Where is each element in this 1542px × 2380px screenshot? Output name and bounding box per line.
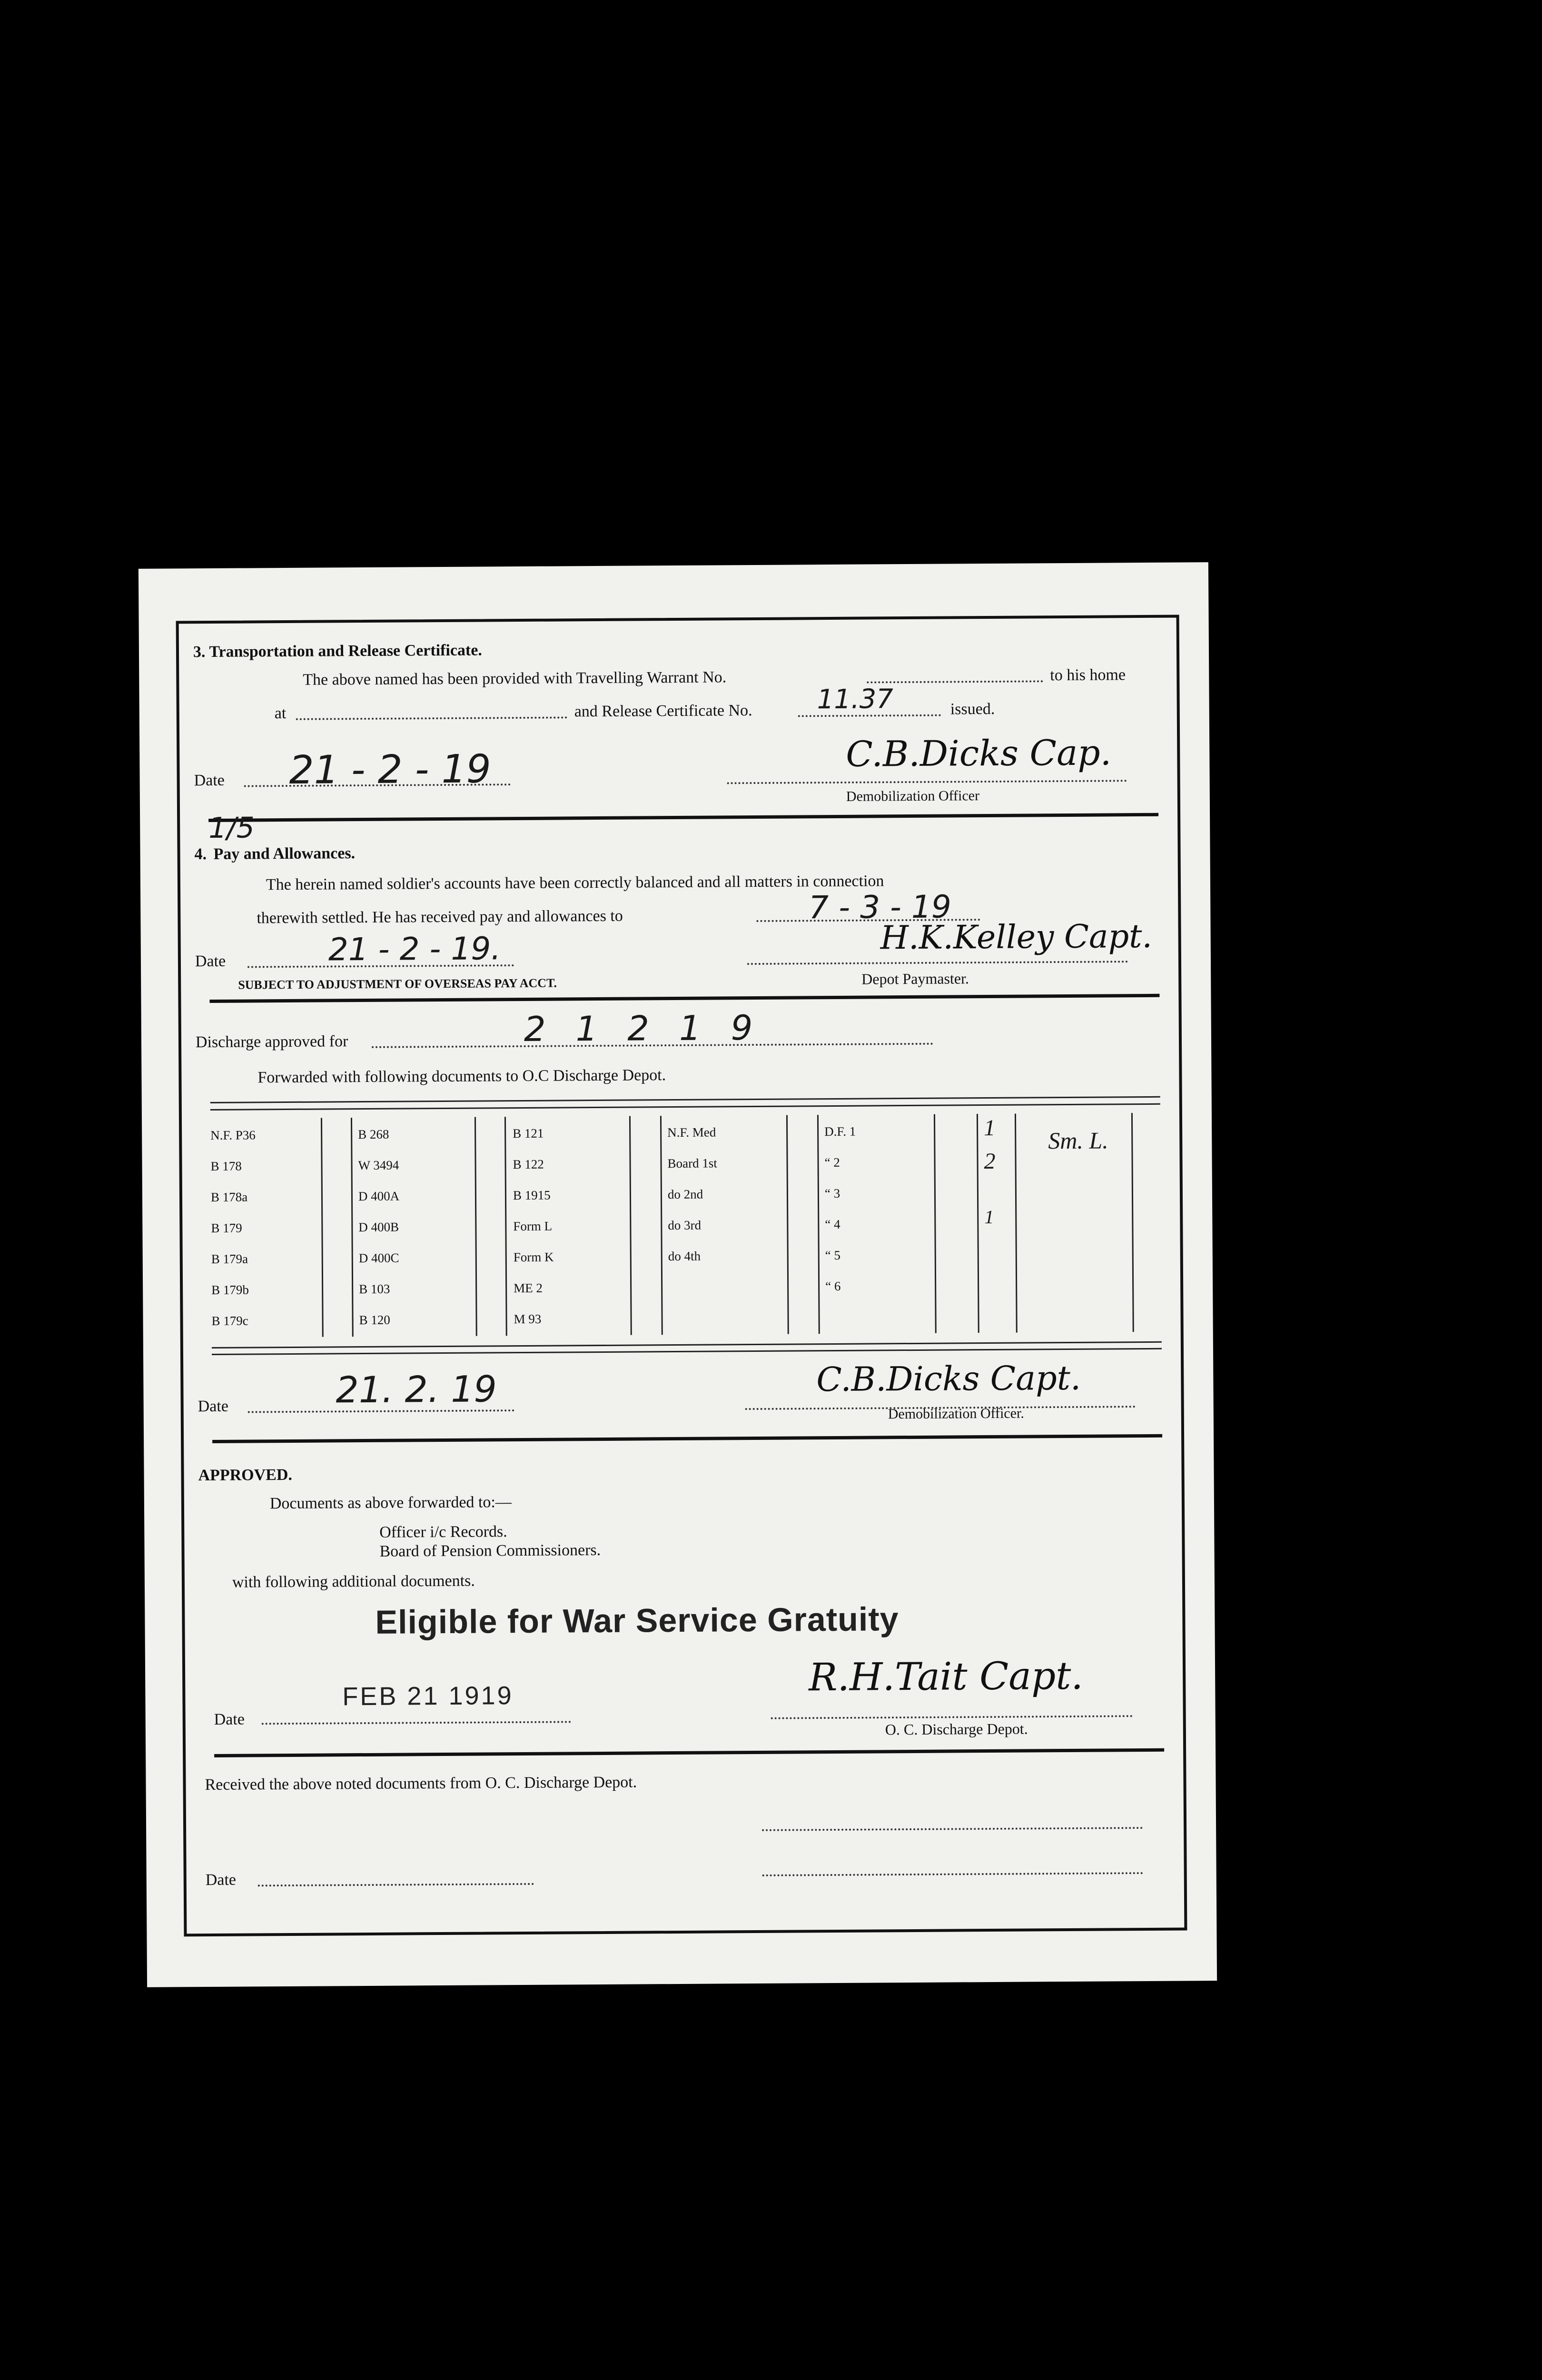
grid-cell: B 179b	[211, 1282, 249, 1297]
grid-cell: “ 5	[825, 1248, 841, 1263]
approved-heading: APPROVED.	[198, 1466, 293, 1485]
grid-cell: D.F. 1	[824, 1124, 856, 1139]
section4-date-handwritten: 21 - 2 - 19.	[328, 930, 501, 968]
issued-label: issued.	[950, 700, 995, 718]
grid-cell: N.F. P36	[210, 1128, 256, 1142]
section4-line1: The herein named soldier's accounts have been correctly balanced and all matters in connection	[266, 872, 884, 894]
paymaster-label: Depot Paymaster.	[861, 970, 969, 988]
approved-line1: Documents as above forwarded to:—	[269, 1493, 512, 1513]
paymaster-dots	[747, 961, 1128, 965]
received-dots-2	[762, 1872, 1143, 1876]
grid-column-line	[934, 1114, 937, 1333]
grid-cell: Form K	[513, 1250, 554, 1265]
section3-line1: The above named has been provided with Travelling Warrant No.	[303, 668, 727, 689]
divider-3	[212, 1434, 1162, 1443]
received-dots-1	[762, 1827, 1143, 1831]
grid-cell: D 400A	[358, 1189, 400, 1204]
discharge-approved-handwritten: 2 1 2 1 9	[524, 1007, 762, 1049]
section3-date-label: Date	[194, 771, 225, 790]
divider-4	[214, 1748, 1164, 1757]
grid-cell: M 93	[514, 1311, 542, 1327]
demob-officer-label-1: Demobilization Officer	[846, 788, 980, 804]
release-text: and Release Certificate No.	[574, 702, 752, 721]
grid-cell: N.F. Med	[667, 1125, 716, 1140]
depot-sign-dots	[771, 1715, 1133, 1719]
grid-cell: B 122	[513, 1157, 544, 1172]
grid-cell: B 178a	[210, 1190, 248, 1204]
received-line: Received the above noted documents from O. C. Discharge Depot.	[205, 1773, 637, 1794]
paymaster-signature: H.K.Kelley Capt.	[880, 917, 1153, 957]
approved-line2: Officer i/c Records.	[379, 1523, 507, 1541]
grid-cell: W 3494	[358, 1158, 399, 1173]
grid-bottom-line-1	[212, 1341, 1162, 1349]
discharge-date-label: Date	[198, 1397, 228, 1416]
grid-cell: B 268	[358, 1127, 389, 1142]
received-date-dots	[258, 1883, 534, 1887]
grid-column-line	[1015, 1114, 1018, 1333]
demob-officer-label-2: Demobilization Officer.	[888, 1405, 1024, 1422]
section4-date-label: Date	[195, 952, 226, 971]
documents-grid	[210, 1113, 1164, 1338]
grid-column-line	[817, 1115, 820, 1334]
grid-cell: “ 3	[824, 1186, 840, 1201]
grid-column-line	[351, 1118, 354, 1337]
demob-officer-signature-1: C.B.Dicks Cap.	[846, 732, 1112, 775]
grid-handwritten-mark: 1	[983, 1115, 996, 1141]
grid-cell: ME 2	[514, 1280, 543, 1296]
received-date-label: Date	[205, 1871, 237, 1889]
grid-cell: B 179c	[211, 1313, 248, 1328]
grid-cell: “ 6	[825, 1279, 841, 1294]
grid-column-line	[474, 1117, 477, 1336]
grid-column-line	[1131, 1113, 1134, 1332]
grid-cell: B 179	[211, 1220, 242, 1235]
grid-top-line-2	[210, 1103, 1160, 1111]
section3-line1-end: to his home	[1050, 666, 1126, 684]
discharge-date-handwritten: 21. 2. 19	[336, 1368, 497, 1411]
section4-line2: therewith settled. He has received pay and allowances to	[257, 907, 623, 927]
pay-to-handwritten: 7 - 3 - 19	[809, 888, 952, 926]
grid-bottom-line-2	[212, 1348, 1162, 1355]
grid-column-line	[504, 1117, 507, 1336]
grid-cell: Form L	[513, 1219, 553, 1234]
grid-cell: B 179a	[211, 1251, 248, 1266]
grid-cell: Board 1st	[667, 1156, 717, 1171]
at-dots	[296, 716, 567, 720]
grid-cell: B 103	[359, 1281, 390, 1297]
depot-label: O. C. Discharge Depot.	[885, 1720, 1028, 1738]
grid-handwritten-mark: 2	[984, 1148, 996, 1174]
grid-cell: D 400B	[358, 1220, 399, 1235]
warrant-dots	[867, 680, 1043, 683]
grid-cell: do 3rd	[668, 1218, 702, 1233]
approved-line3: Board of Pension Commissioners.	[379, 1541, 601, 1560]
grid-cell: B 120	[359, 1312, 390, 1328]
discharge-depot-signature: R.H.Tait Capt.	[808, 1653, 1084, 1700]
grid-cell: B 178	[210, 1159, 242, 1173]
at-label: at	[274, 704, 287, 723]
section4-heading: Pay and Allowances.	[213, 844, 356, 863]
approved-date-dots	[262, 1721, 571, 1725]
grid-cell: do 2nd	[667, 1187, 703, 1202]
approved-date-label: Date	[214, 1710, 245, 1728]
form-frame	[176, 615, 1187, 1937]
grid-cell: B 1915	[513, 1188, 551, 1203]
gratuity-stamp: Eligible for War Service Gratuity	[375, 1600, 899, 1641]
grid-cell: D 400C	[358, 1250, 399, 1266]
grid-cell: do 4th	[668, 1249, 701, 1264]
divider-2	[209, 994, 1159, 1003]
section4-number: 4.	[194, 845, 207, 863]
margin-mark: 1/5	[208, 811, 255, 845]
divider-1	[208, 813, 1158, 822]
grid-cell: “ 4	[825, 1217, 840, 1232]
discharge-approved-label: Discharge approved for	[195, 1032, 348, 1051]
approved-line4: with following additional documents.	[232, 1572, 475, 1591]
grid-column-line	[629, 1116, 632, 1335]
grid-cell: “ 2	[824, 1155, 840, 1170]
subject-note: SUBJECT TO ADJUSTMENT OF OVERSEAS PAY ACCT.	[238, 976, 557, 992]
demob-officer-signature-2: C.B.Dicks Capt.	[816, 1358, 1081, 1399]
grid-column-line	[977, 1114, 979, 1333]
section3-sign-dots	[727, 780, 1127, 784]
grid-column-line	[321, 1118, 324, 1337]
grid-handwritten-mark: 1	[984, 1206, 994, 1228]
document-page	[138, 562, 1217, 1987]
approved-date-stamp: FEB 21 1919	[342, 1681, 514, 1711]
grid-column-line	[660, 1116, 663, 1335]
forwarded-label: Forwarded with following documents to O.C Discharge Depot.	[257, 1066, 666, 1087]
grid-column-line	[786, 1115, 789, 1334]
release-number-handwritten: 11.37	[817, 684, 894, 715]
grid-top-line-1	[210, 1096, 1160, 1103]
section3-heading: 3. Transportation and Release Certificate.	[193, 641, 482, 661]
section3-date-handwritten: 21 - 2 - 19	[289, 746, 492, 793]
grid-handwritten-note: Sm. L.	[1048, 1127, 1108, 1154]
grid-cell: B 121	[513, 1126, 544, 1141]
